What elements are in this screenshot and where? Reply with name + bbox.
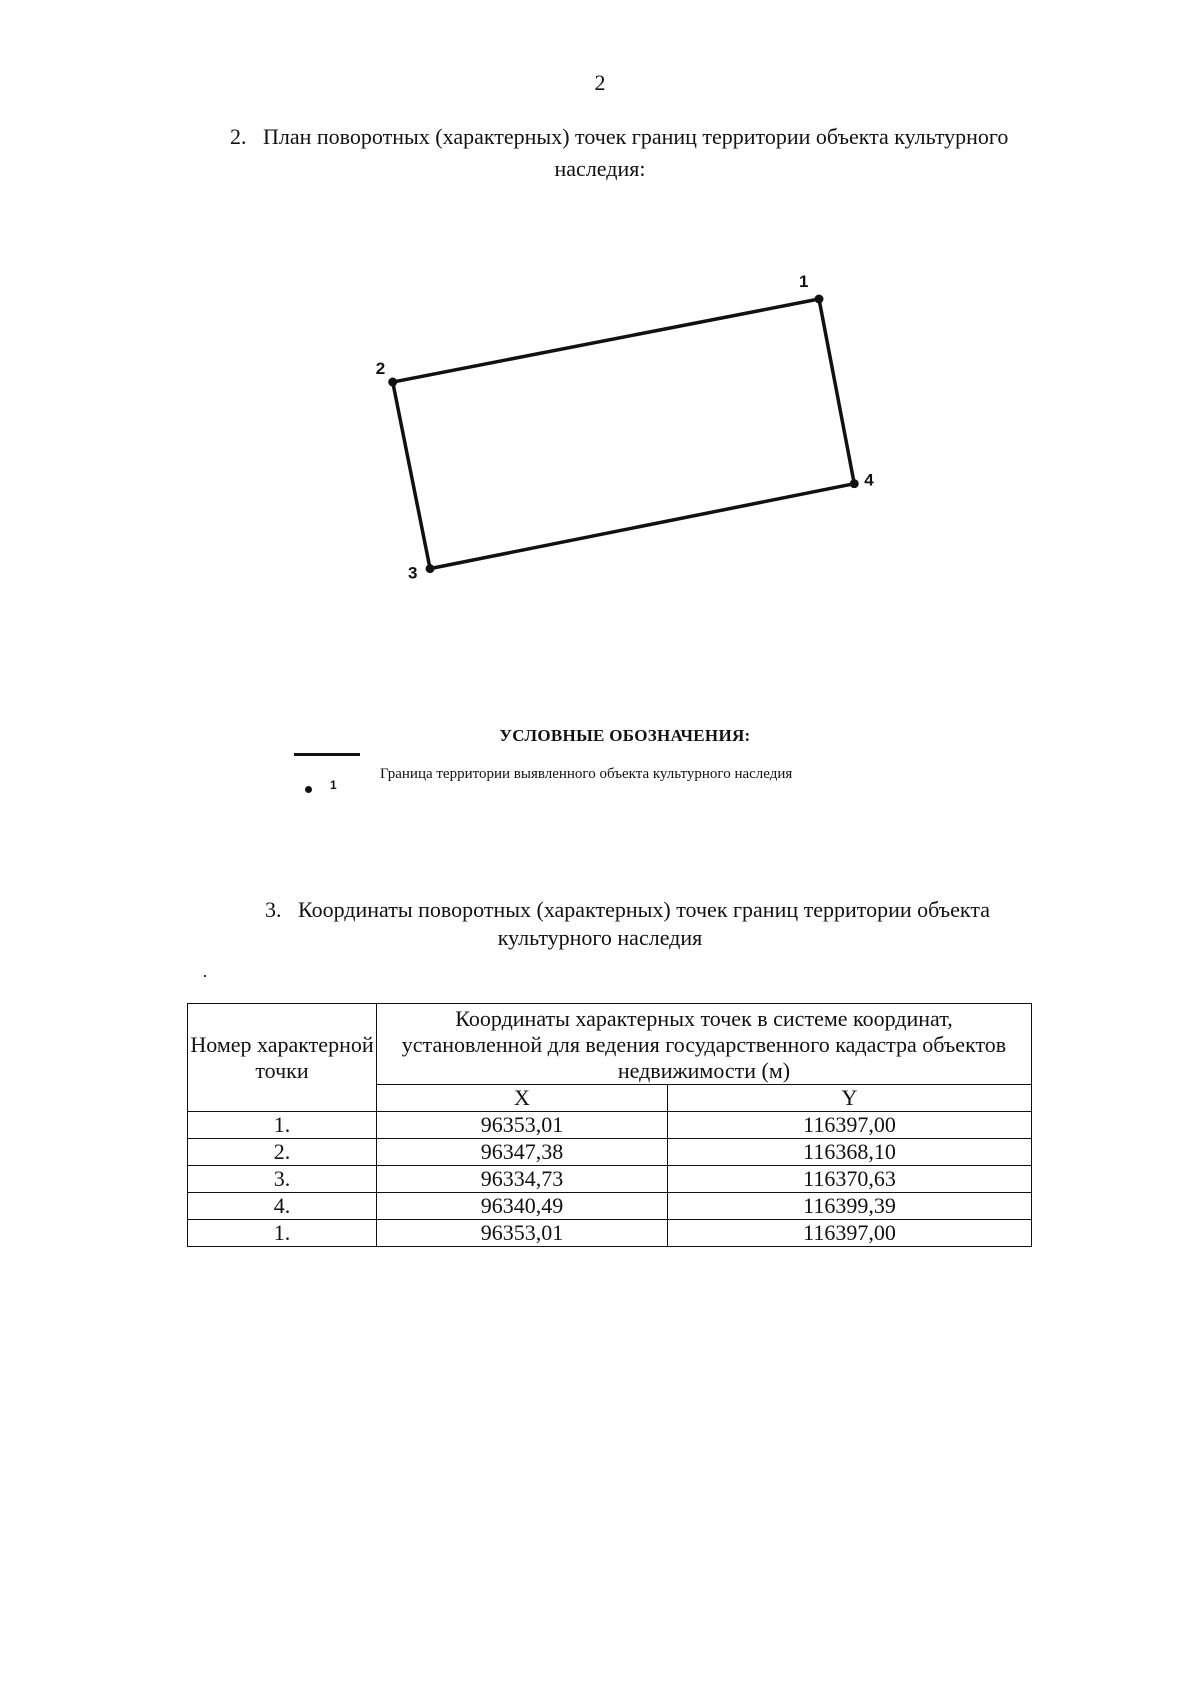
legend-description: Граница территории выявленного объекта культурного наследия — [380, 766, 793, 782]
boundary-point-marker — [426, 564, 435, 573]
table-row — [188, 1112, 1032, 1139]
table-row — [188, 1139, 1032, 1166]
boundary-point-label: 2 — [375, 359, 386, 379]
cell-y: 116397,00 — [668, 1220, 1032, 1247]
boundary-point-label: 3 — [408, 563, 418, 583]
legend-point-label: 1 — [330, 778, 337, 792]
header-x: X — [377, 1085, 668, 1112]
cell-y: 116368,10 — [668, 1139, 1032, 1166]
cell-y: 116397,00 — [668, 1112, 1032, 1139]
cell-x: 96353,01 — [377, 1112, 668, 1139]
cell-n: 4. — [188, 1193, 377, 1220]
boundary-point-marker — [850, 479, 859, 488]
legend-line-symbol — [294, 753, 360, 756]
cell-n: 1. — [188, 1220, 377, 1247]
scan-speck — [204, 975, 206, 977]
boundary-point-marker — [815, 295, 824, 304]
header-y: Y — [668, 1085, 1032, 1112]
cell-y: 116370,63 — [668, 1166, 1032, 1193]
legend-title: УСЛОВНЫЕ ОБОЗНАЧЕНИЯ: — [499, 726, 751, 745]
boundary-polygon — [393, 299, 855, 569]
cell-n: 3. — [188, 1166, 377, 1193]
header-point-number: Номер характерной точки — [188, 1004, 377, 1112]
table-row — [188, 1220, 1032, 1247]
section-3-title — [265, 895, 1165, 925]
boundary-point-label: 1 — [799, 272, 809, 291]
cell-y: 116399,39 — [668, 1193, 1032, 1220]
cell-x: 96334,73 — [377, 1166, 668, 1193]
boundary-point-label: 4 — [864, 470, 874, 490]
cell-n: 1. — [188, 1112, 377, 1139]
cell-x: 96347,38 — [377, 1139, 668, 1166]
section-2-title-line2: наследия: — [554, 156, 646, 181]
section-3-number: 3. — [265, 897, 282, 922]
section-3-title-line1: Координаты поворотных (характерных) точек границ территории объекта — [298, 897, 990, 922]
table-row — [188, 1166, 1032, 1193]
page-number: 2 — [594, 70, 606, 95]
coordinates-table — [187, 1003, 1032, 1247]
section-3-title-line2: культурного наследия — [497, 925, 703, 950]
cell-n: 2. — [188, 1139, 377, 1166]
section-2-title-line1: План поворотных (характерных) точек границ территории объекта культурного — [263, 124, 1009, 149]
table-row — [188, 1193, 1032, 1220]
cell-x: 96353,01 — [377, 1220, 668, 1247]
legend-point-symbol — [305, 786, 312, 793]
cell-x: 96340,49 — [377, 1193, 668, 1220]
header-coordinates: Координаты характерных точек в системе координат, установленной для ведения государственного кадастра объектов недвижимости (м) — [377, 1004, 1032, 1085]
boundary-plan — [0, 0, 1200, 700]
boundary-point-marker — [388, 378, 397, 387]
section-2-number: 2. — [230, 124, 247, 149]
